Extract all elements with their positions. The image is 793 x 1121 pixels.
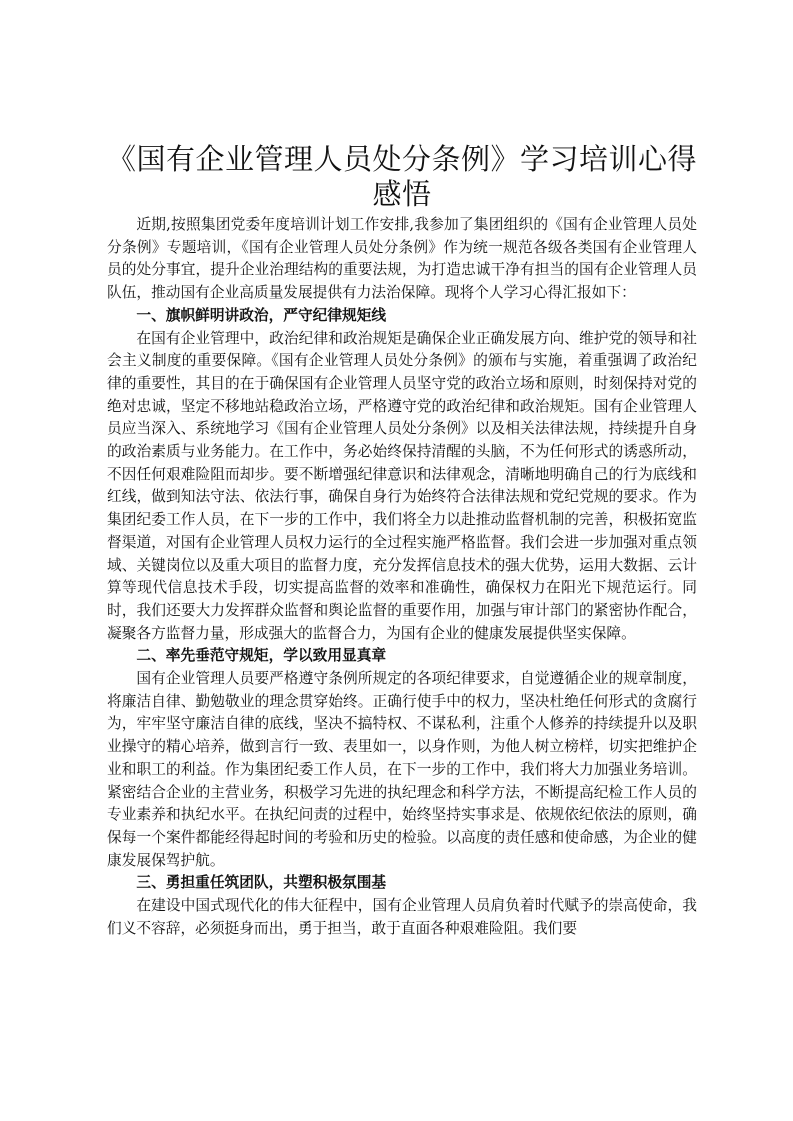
- section-3-heading: 三、勇担重任筑团队，共塑积极氛围基: [136, 874, 387, 892]
- document-body: [107, 214, 697, 941]
- section-2-heading: 二、率先垂范守规矩，学以致用显真章: [136, 647, 387, 665]
- document-page: [107, 142, 697, 941]
- document-title: 《国有企业管理人员处分条例》学习培训心得感悟: [107, 142, 698, 211]
- intro-paragraph: 近期,按照集团党委年度培训计划工作安排,我参加了集团组织的《国有企业管理人员处分条例》专题培训，《国有企业管理人员处分条例》作为统一规范各级各类国有企业管理人员的处分事宜，提升企业治理结构的重要法规，为打造忠诚干净有担当的国有企业管理人员队伍，推动国有企业高质量发展提供有力法治保障。现将个人学习心得汇报如下：: [107, 216, 697, 302]
- section-1-paragraph: 在国有企业管理中，政治纪律和政治规矩是确保企业正确发展方向、维护党的领导和社会主义制度的重要保障。《国有企业管理人员处分条例》的颁布与实施，着重强调了政治纪律的重要性，其目的在于确保国有企业管理人员坚守党的政治立场和原则，时刻保持对党的绝对忠诚，坚定不移地站稳政治立场，严格遵守党的政治纪律和政治规矩。国有企业管理人员应当深入、系统地学习《国有企业管理人员处分条例》以及相关法律法规，持续提升自身的政治素质与业务能力。在工作中，务必始终保持清醒的头脑，不为任何形式的诱惑所动，不因任何艰难险阻而却步。要不断增强纪律意识和法律观念，清晰地明确自己的行为底线和红线，做到知法守法、依法行事，确保自身行为始终符合法律法规和党纪党规的要求。作为集团纪委工作人员，在下一步的工作中，我们将全力以赴推动监督机制的完善，积极拓宽监督渠道，对国有企业管理人员权力运行的全过程实施严格监督。我们会进一步加强对重点领域、关键岗位以及重大项目的监督力度，充分发挥信息技术的强大优势，运用大数据、云计算等现代信息技术手段，切实提高监督的效率和准确性，确保权力在阳光下规范运行。同时，我们还要大力发挥群众监督和舆论监督的重要作用，加强与审计部门的紧密协作配合，凝聚各方监督力量，形成强大的监督合力，为国有企业的健康发展提供坚实保障。: [107, 329, 697, 642]
- section-3-paragraph: 在建设中国式现代化的伟大征程中，国有企业管理人员肩负着时代赋予的崇高使命，我们义不容辞，必须挺身而出，勇于担当，敢于直面各种艰难险阻。我们要: [107, 897, 697, 937]
- section-1-heading: 一、旗帜鲜明讲政治，严守纪律规矩线: [136, 306, 387, 324]
- section-2-paragraph: 国有企业管理人员要严格遵守条例所规定的各项纪律要求，自觉遵循企业的规章制度，将廉洁自律、勤勉敬业的理念贯穿始终。正确行使手中的权力，坚决杜绝任何形式的贪腐行为，牢牢坚守廉洁自律的底线，坚决不搞特权、不谋私利，注重个人修养的持续提升以及职业操守的精心培养，做到言行一致、表里如一，以身作则，为他人树立榜样，切实把维护企业和职工的利益。作为集团纪委工作人员，在下一步的工作中，我们将大力加强业务培训。紧密结合企业的主营业务，积极学习先进的执纪理念和科学方法，不断提高纪检工作人员的专业素养和执纪水平。在执纪问责的过程中，始终坚持实事求是、依规依纪依法的原则，确保每一个案件都能经得起时间的考验和历史的检验。以高度的责任感和使命感，为企业的健康发展保驾护航。: [107, 670, 697, 869]
